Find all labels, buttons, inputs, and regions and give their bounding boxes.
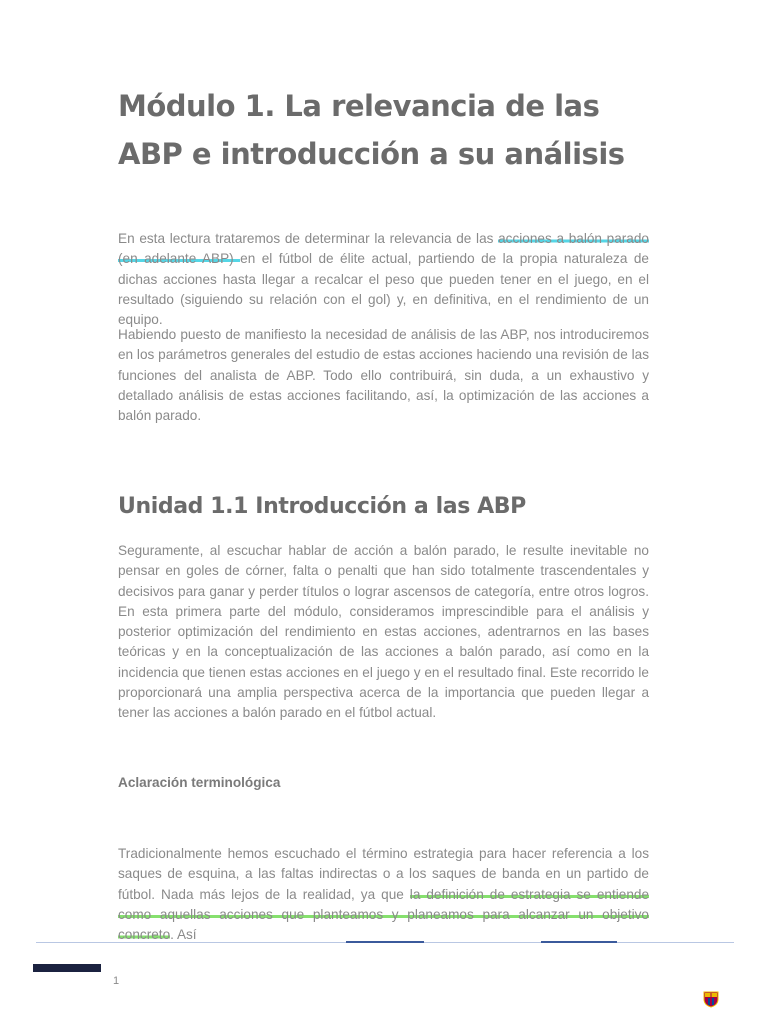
highlighted-text-strategy: la definición de estrategia se entiende como aquellas acciones que planteamos y planeamos para alcanzar un objetivo concreto xyxy=(118,886,650,943)
club-crest-icon xyxy=(703,990,719,1008)
section-paragraph-2 xyxy=(118,844,649,945)
footer-accent-bar xyxy=(33,964,101,972)
section-text-start: Tradicionalmente hemos escuchado el término estrategia para hacer referencia a los saques de esquina, a las faltas indirectas o a los saques de banda en un partido de fútbol. Nada más lejos de la realidad, ya que xyxy=(118,846,649,902)
intro-text-start: En esta lectura trataremos de determinar la relevancia de las xyxy=(118,231,499,246)
intro-paragraph-2: Habiendo puesto de manifiesto la necesidad de análisis de las ABP, nos introduciremos en los parámetros generales del estudio de estas acciones haciendo una revisión de las funciones del analista de ABP. Todo ello contribuirá, sin duda, a un exhaustivo y detallado análisis de estas acciones facilitando, así, la optimización de las acciones a balón parado. xyxy=(118,327,649,424)
section-title: Unidad 1.1 Introducción a las ABP xyxy=(118,494,526,519)
section-paragraph-1: Seguramente, al escuchar hablar de acción a balón parado, le resulte inevitable no pensar en goles de córner, falta o penalti que han sido totalmente trascendentales y decisivos para ganar y perder títulos o lograr ascensos de categoría, entre otros logros. En esta primera parte del módulo, consideramos imprescindible para el análisis y posterior optimización del rendimiento en estas acciones, adentrarnos en las bases teóricas y en la conceptualización de las acciones a balón parado, así como en la incidencia que tienen estas acciones en el juego y en el resultado final. Este recorrido le proporcionará una amplia perspectiva acerca de la importancia que pueden llegar a tener las acciones a balón parado en el fútbol actual. xyxy=(118,543,649,721)
footer-divider-accent xyxy=(346,941,424,943)
page-number: 1 xyxy=(113,975,120,987)
intro-text-end: en el fútbol de élite actual, partiendo de la propia naturaleza de dichas acciones hasta llegar a recalcar el peso que pueden tener en el juego, en el resultado (siguiendo su relación con el gol) y, en definitiva, en el rendimiento de un equipo. xyxy=(118,251,649,328)
footer-divider-accent xyxy=(541,941,617,943)
section-text-end: . Así xyxy=(170,927,197,943)
intro-paragraph-1 xyxy=(118,229,649,330)
highlighted-text-abp: acciones a balón parado (en adelante ABP) xyxy=(118,231,649,267)
page-title: Módulo 1. La relevancia de las ABP e introducción a su análisis xyxy=(118,89,625,171)
subheading-terminology: Aclaración terminológica xyxy=(118,775,281,790)
